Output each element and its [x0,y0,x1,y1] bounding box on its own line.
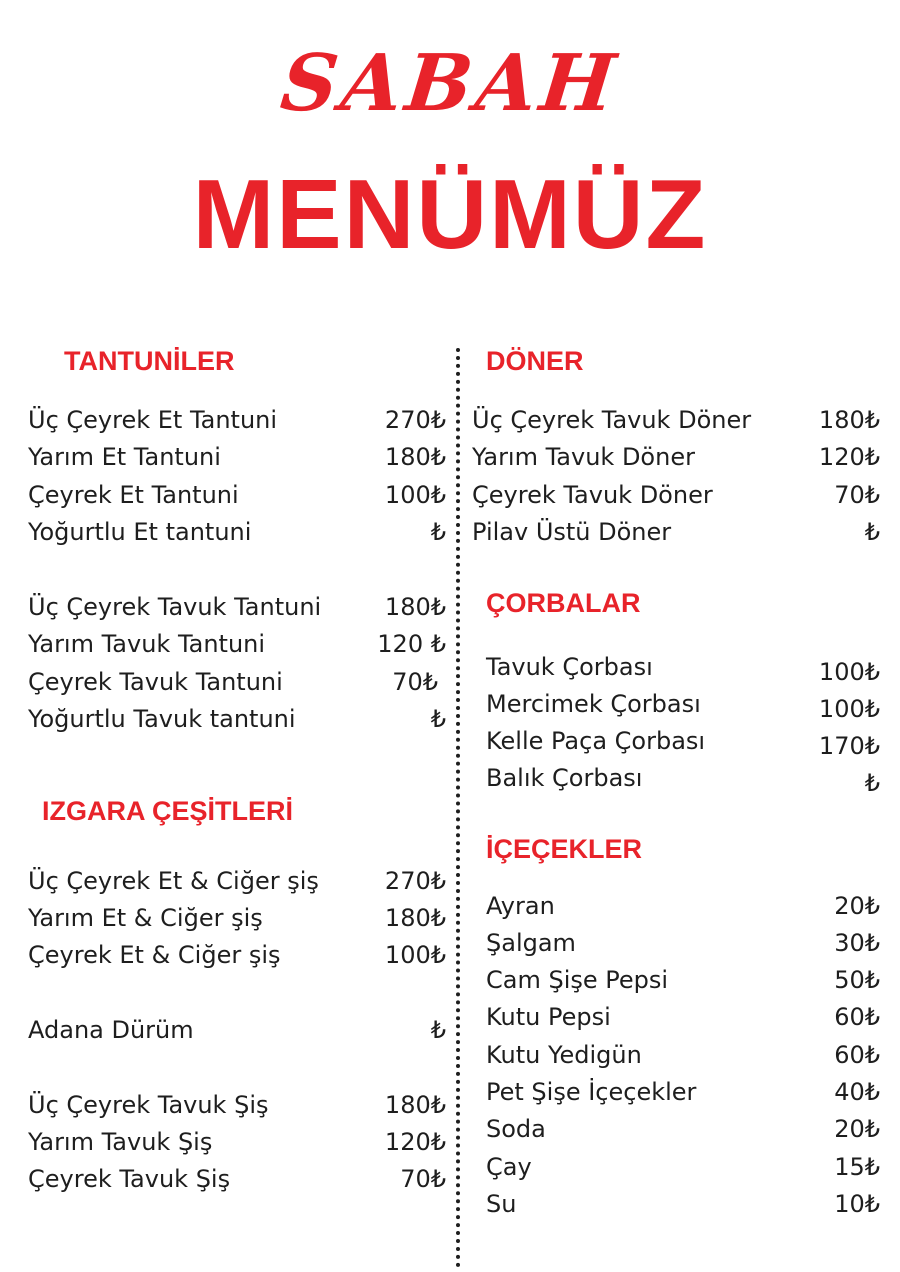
item-name: Tavuk Çorbası [486,653,653,681]
item-name: Yoğurtlu Tavuk tantuni [28,705,296,733]
menu-item [28,440,446,474]
menu-item [486,761,880,795]
item-price: 100₺ [818,658,880,686]
menu-item [28,938,446,972]
column-divider [456,348,460,1268]
item-name: Pet Şişe İçeçekler [486,1078,697,1106]
item-name: Su [486,1190,517,1218]
item-name: Çeyrek Tavuk Döner [472,481,713,509]
menu-item [486,687,880,721]
menu-item [28,1125,446,1159]
item-name: Adana Dürüm [28,1016,194,1044]
menu-title-main: MENÜMÜZ [192,159,708,269]
item-name: Mercimek Çorbası [486,690,701,718]
menu-item [472,478,880,512]
menu-item [486,963,880,997]
item-name: Çeyrek Tavuk Tantuni [28,668,283,696]
item-price: 180₺ [384,593,446,621]
item-price: ₺ [430,705,446,733]
item-price: 100₺ [818,695,880,723]
menu-title-script: SABAH [276,38,624,129]
item-name: Yoğurtlu Et tantuni [28,518,252,546]
item-price: 15₺ [834,1153,880,1181]
item-name: Çeyrek Tavuk Şiş [28,1165,231,1193]
item-name: Üç Çeyrek Tavuk Şiş [28,1091,269,1119]
item-price: 180₺ [384,443,446,471]
item-price: 120 ₺ [377,630,446,658]
menu-item [28,590,446,624]
item-price: 70₺ [400,1165,446,1193]
item-price: 20₺ [834,1115,880,1143]
item-price: 270₺ [384,406,446,434]
item-price: 70₺ [834,481,880,509]
menu-item [486,926,880,960]
menu-item [28,1162,446,1196]
menu-item [28,1013,446,1047]
item-name: Soda [486,1115,546,1143]
menu-item [28,1088,446,1122]
menu-item [28,515,446,549]
item-price: 40₺ [834,1078,880,1106]
item-name: Balık Çorbası [486,764,643,792]
menu-item [486,1187,880,1221]
item-name: Çeyrek Et Tantuni [28,481,239,509]
menu-item [28,702,446,736]
item-price: 50₺ [834,966,880,994]
item-price: ₺ [430,1016,446,1044]
item-price: 180₺ [384,904,446,932]
item-price: 30₺ [834,929,880,957]
item-price: 170₺ [818,732,880,760]
item-price: 270₺ [384,867,446,895]
item-name: Çay [486,1153,532,1181]
menu-item [472,403,880,437]
item-price: 60₺ [834,1041,880,1069]
item-price: 10₺ [834,1190,880,1218]
item-price: 70₺ [392,668,438,696]
menu-item [486,650,880,684]
item-price: 20₺ [834,892,880,920]
item-name: Yarım Tavuk Döner [472,443,695,471]
menu-item [472,440,880,474]
menu-item [486,1038,880,1072]
section-heading-corbalar: ÇORBALAR [486,588,641,618]
section-heading-icecekler: İÇEÇEKLER [486,834,643,864]
section-heading-doner: DÖNER [486,346,584,376]
item-name: Yarım Tavuk Şiş [28,1128,213,1156]
menu-item [486,724,880,758]
item-name: Ayran [486,892,555,920]
item-price: 100₺ [384,481,446,509]
item-price: ₺ [430,518,446,546]
item-price: 120₺ [818,443,880,471]
item-name: Şalgam [486,929,576,957]
section-heading-tantuniler: TANTUNİLER [64,346,235,376]
item-name: Üç Çeyrek Tavuk Tantuni [28,593,322,621]
menu-item [486,1112,880,1146]
menu-item [28,864,446,898]
item-name: Kelle Paça Çorbası [486,727,706,755]
item-price: 180₺ [818,406,880,434]
item-price: 100₺ [384,941,446,969]
item-name: Cam Şişe Pepsi [486,966,669,994]
item-name: Yarım Et & Ciğer şiş [28,904,263,932]
menu-item [28,627,446,661]
item-name: Kutu Pepsi [486,1003,611,1031]
item-price: ₺ [864,518,880,546]
item-name: Kutu Yedigün [486,1041,642,1069]
menu-item [472,515,880,549]
menu-item [28,478,446,512]
menu-item [486,1075,880,1109]
menu-item [486,1000,880,1034]
item-name: Üç Çeyrek Et Tantuni [28,406,278,434]
menu-item [28,901,446,935]
item-price: 60₺ [834,1003,880,1031]
menu-item [28,403,446,437]
item-name: Yarım Tavuk Tantuni [28,630,266,658]
item-price: 120₺ [384,1128,446,1156]
item-price: ₺ [864,769,880,797]
section-heading-izgara: IZGARA ÇEŞİTLERİ [42,796,294,826]
item-name: Çeyrek Et & Ciğer şiş [28,941,281,969]
menu-item [486,1150,880,1184]
menu-item [28,665,446,699]
item-name: Üç Çeyrek Et & Ciğer şiş [28,867,319,895]
item-name: Yarım Et Tantuni [28,443,221,471]
item-name: Üç Çeyrek Tavuk Döner [472,406,752,434]
item-name: Pilav Üstü Döner [472,518,672,546]
menu-item [486,889,880,923]
item-price: 180₺ [384,1091,446,1119]
